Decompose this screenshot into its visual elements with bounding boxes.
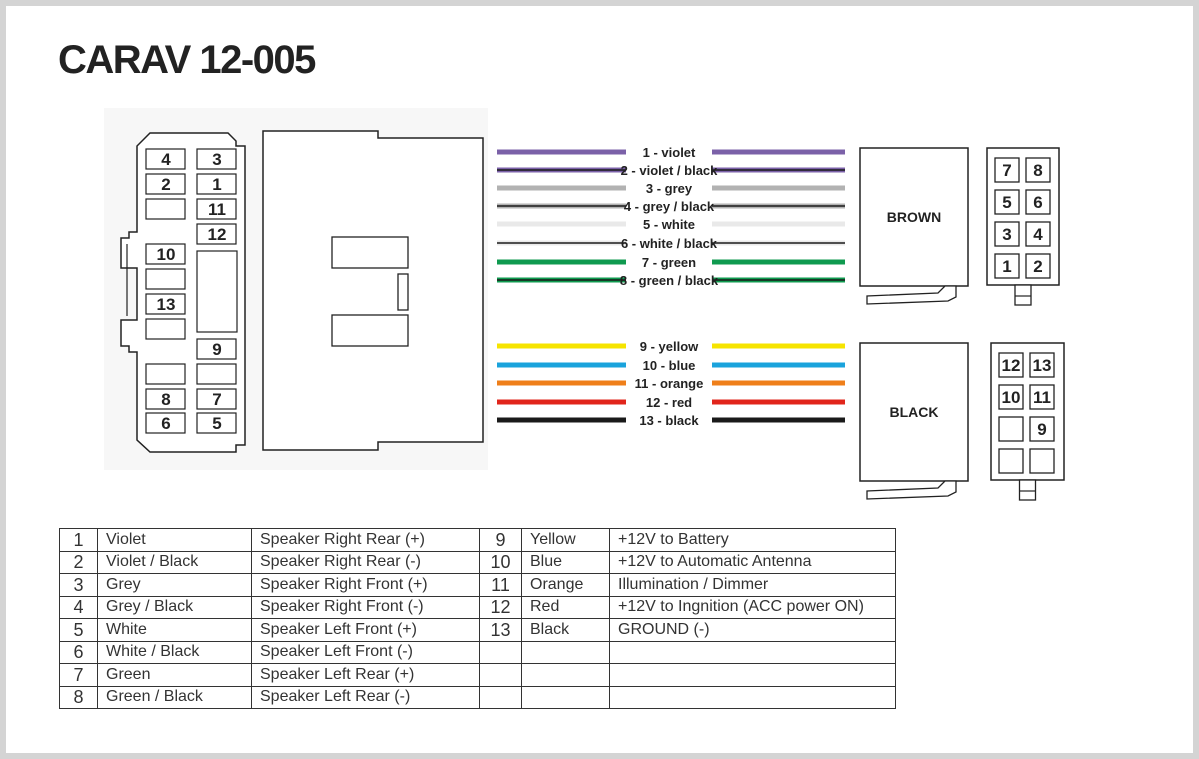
iso-pin-cell [999,449,1023,473]
connector-pin-label: 3 [212,150,222,169]
page-title: CARAV 12-005 [58,38,315,82]
wire-label: 3 - grey [645,181,693,196]
pin-number-cell: 12 [480,596,522,619]
wire-group [497,145,845,428]
pin-table-row [60,619,896,642]
iso-pin-label: 4 [1033,225,1043,244]
wire-color-cell: Blue [522,551,610,574]
wire-color-cell: Grey [98,574,252,597]
iso-pin-label: 12 [1001,356,1021,375]
iso-pin-label: 5 [1002,193,1012,212]
wire-label: 2 - violet / black [620,163,718,178]
pin-function-cell: Speaker Right Rear (-) [252,551,480,574]
wire-color-cell: Black [522,619,610,642]
iso-pin-label: 3 [1002,225,1012,244]
connector-pin-label: 8 [161,390,171,409]
iso-pin-label: 13 [1032,356,1052,375]
connector-pin-label: 9 [212,340,222,359]
iso-connector-label: BROWN [886,209,942,225]
pin-number-cell: 9 [480,529,522,552]
connector-body-slot [332,315,408,346]
wire-color-cell [522,641,610,664]
wire-label: 11 - orange [634,376,704,391]
pin-number-cell: 7 [60,664,98,687]
pin-number-cell: 2 [60,551,98,574]
pin-function-cell: Speaker Left Rear (+) [252,664,480,687]
iso-pin-label: 6 [1033,193,1043,212]
pin-table-row [60,641,896,664]
wire-label: 9 - yellow [639,339,699,354]
connector-pin-cell [146,269,185,289]
pin-number-cell: 3 [60,574,98,597]
connector-pin-cell [146,364,185,384]
iso-connector-label: BLACK [889,404,939,420]
wire-color-cell: White / Black [98,641,252,664]
pin-function-cell: Speaker Right Front (-) [252,596,480,619]
iso-pin-label: 9 [1037,420,1047,439]
connector-body-slot [332,237,408,268]
pin-table-row [60,551,896,574]
pin-number-cell: 8 [60,686,98,709]
pin-number-cell [480,664,522,687]
connector-body-side-view [263,131,483,450]
connector-pin-label: 4 [161,150,171,169]
iso-pin-cell [999,417,1023,441]
iso-pin-label: 10 [1001,388,1021,407]
pin-function-cell [610,641,896,664]
connector-pin-cell [146,319,185,339]
wire-color-cell [522,664,610,687]
wire-label: 10 - blue [642,358,696,373]
pin-function-cell: +12V to Battery [610,529,896,552]
iso-connector-clip [867,286,956,304]
iso-connector-key [1020,480,1036,500]
iso-pin-label: 2 [1033,257,1043,276]
pin-function-cell: +12V to Ingnition (ACC power ON) [610,596,896,619]
pin-table-row [60,529,896,552]
wire-color-cell: Red [522,596,610,619]
pin-function-cell: Speaker Left Front (-) [252,641,480,664]
wire-color-cell [522,686,610,709]
iso-pin-label: 11 [1033,388,1051,407]
connector-key-slot [197,251,237,332]
pin-table-row [60,686,896,709]
pin-number-cell [480,686,522,709]
connector-pin-cell [197,364,236,384]
pin-number-cell: 4 [60,596,98,619]
connector-body-tab [398,274,408,310]
pin-table-row [60,664,896,687]
pin-number-cell: 5 [60,619,98,642]
wire-label: 12 - red [645,395,693,410]
pin-table-row [60,574,896,597]
wire-color-cell: Orange [522,574,610,597]
pin-function-cell: GROUND (-) [610,619,896,642]
pin-number-cell: 10 [480,551,522,574]
pin-function-cell: Speaker Left Front (+) [252,619,480,642]
wire-label: 1 - violet [642,145,696,160]
connector-pin-label: 5 [212,414,222,433]
connector-pin-label: 6 [161,414,171,433]
iso-pin-label: 8 [1033,161,1043,180]
pin-number-cell: 6 [60,641,98,664]
wire-label: 5 - white [642,217,696,232]
connector-pin-label: 13 [156,295,176,314]
connector-pin-label: 11 [208,200,226,219]
wire-label: 13 - black [639,413,699,428]
pin-function-cell: Illumination / Dimmer [610,574,896,597]
pin-number-cell: 11 [480,574,522,597]
wire-color-cell: Green / Black [98,686,252,709]
iso-pin-cell [1030,449,1054,473]
wire-label: 7 - green [641,255,697,270]
pin-function-cell: Speaker Right Rear (+) [252,529,480,552]
wire-label: 4 - grey / black [623,199,715,214]
pin-number-cell: 13 [480,619,522,642]
pin-table [59,528,896,709]
pin-function-cell [610,686,896,709]
iso-pin-label: 1 [1002,257,1012,276]
wire-color-cell: Violet [98,529,252,552]
connector-pin-label: 1 [212,175,222,194]
wire-color-cell: Violet / Black [98,551,252,574]
connector-pin-label: 2 [161,175,171,194]
pin-function-cell [610,664,896,687]
wire-color-cell: White [98,619,252,642]
pin-table-row [60,596,896,619]
iso-connector-clip [867,481,956,499]
wire-color-cell: Green [98,664,252,687]
wire-label: 8 - green / black [619,273,719,288]
connector-pin-label: 7 [212,390,222,409]
connector-pin-cell [146,199,185,219]
iso-connector-group [860,148,1064,500]
connector-pin-label: 10 [156,245,176,264]
pin-number-cell [480,641,522,664]
wire-label: 6 - white / black [620,236,718,251]
iso-connector-key [1015,285,1031,305]
pin-function-cell: Speaker Right Front (+) [252,574,480,597]
iso-pin-label: 7 [1002,161,1012,180]
pin-function-cell: Speaker Left Rear (-) [252,686,480,709]
wire-color-cell: Grey / Black [98,596,252,619]
pin-number-cell: 1 [60,529,98,552]
wire-color-cell: Yellow [522,529,610,552]
connector-pin-label: 12 [207,225,227,244]
pin-function-cell: +12V to Automatic Antenna [610,551,896,574]
